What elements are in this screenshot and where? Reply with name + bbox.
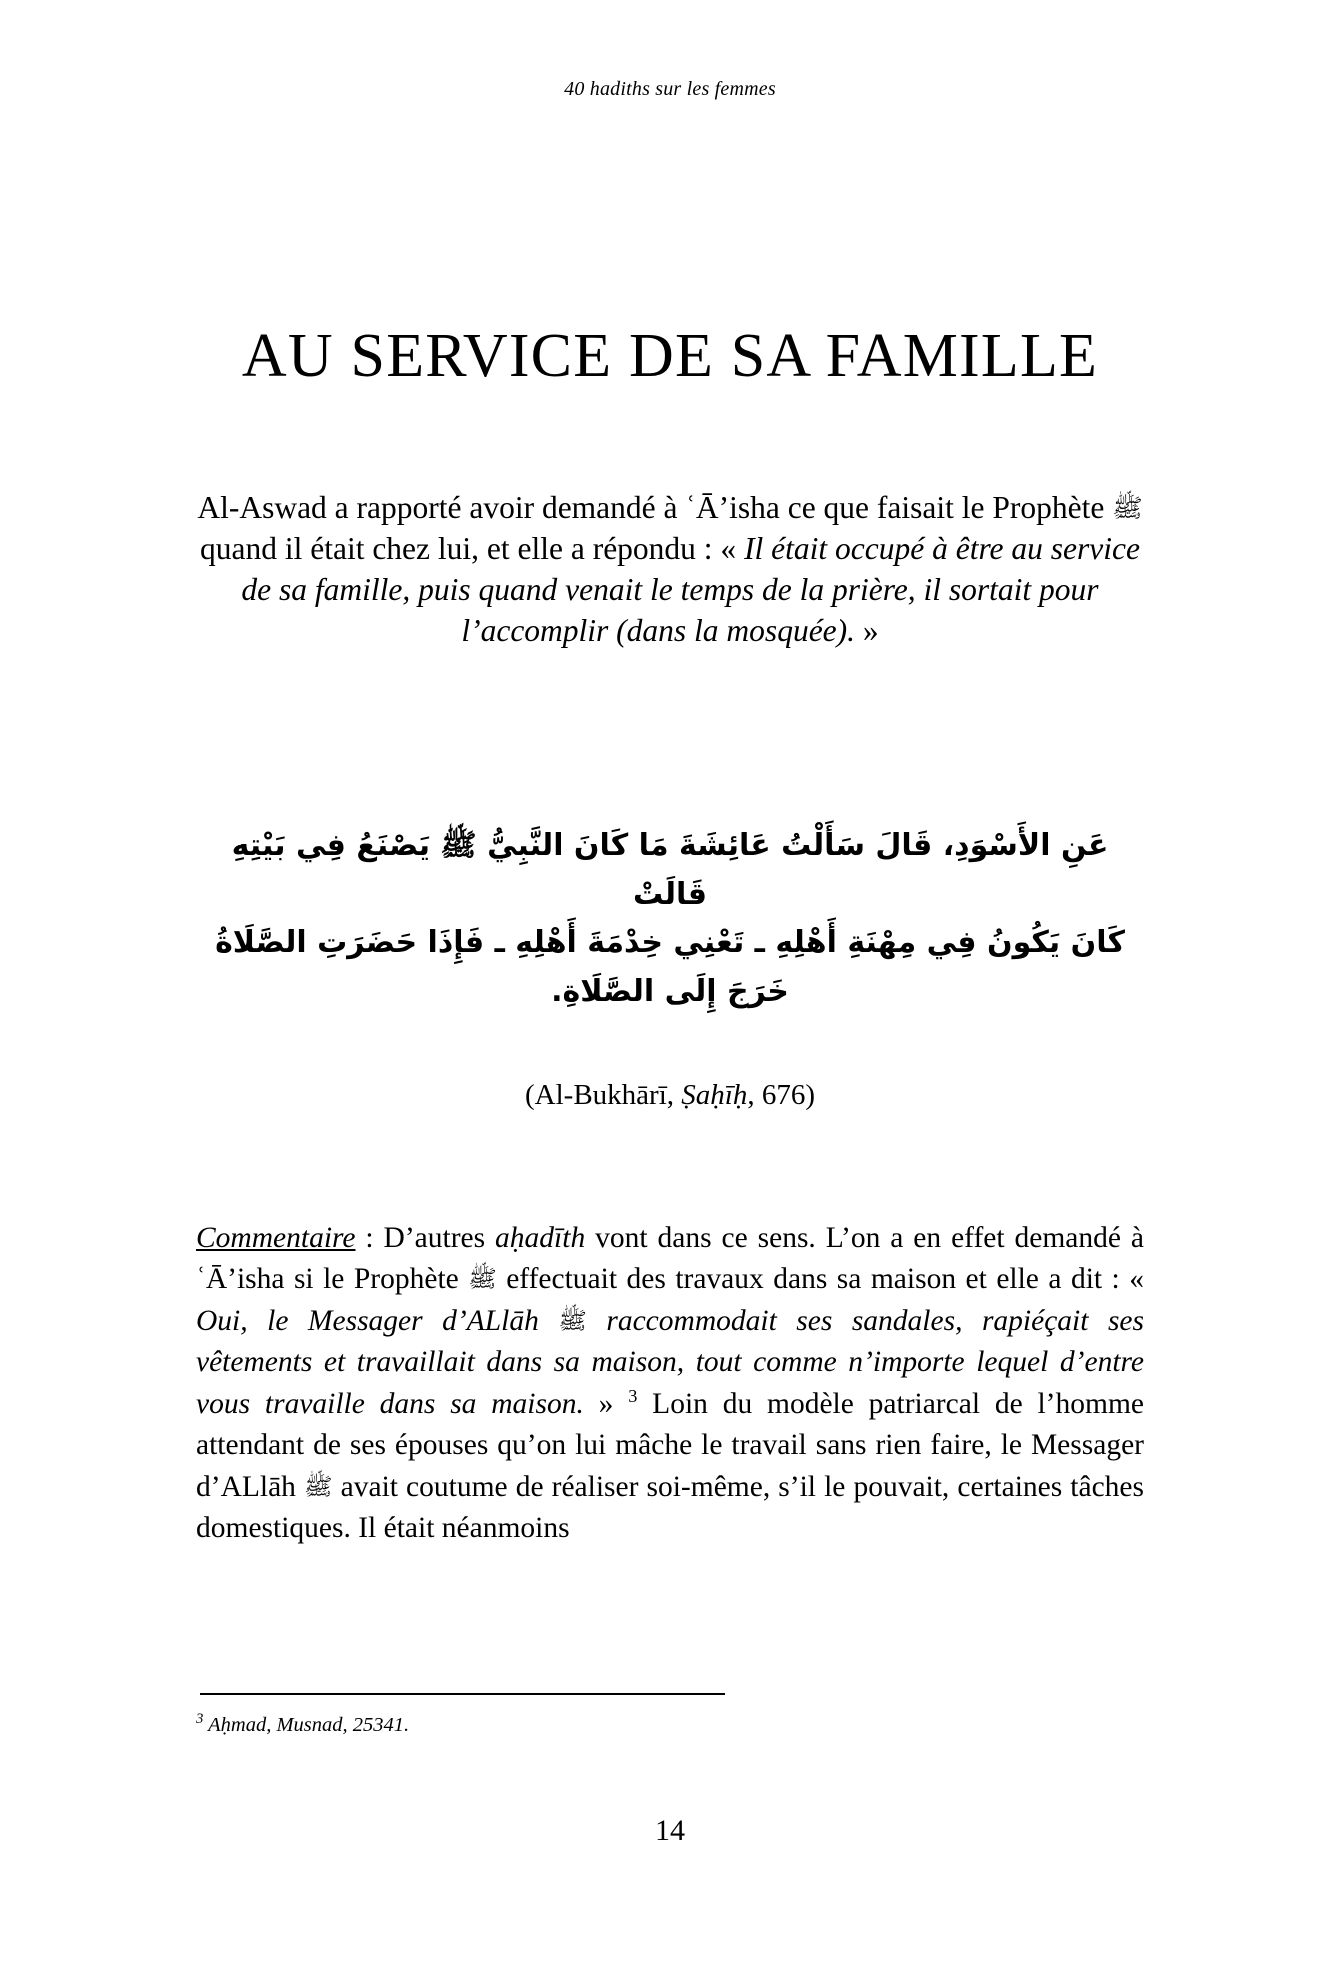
commentary-quote-part2: raccommodait ses sandales, rapiéçait ses vêtements et travaillait dans sa maison, tout comme n’importe lequel d’entre vous travaille dans sa maison. <box>196 1304 1145 1420</box>
salawat-icon: ﷺ <box>468 1265 497 1294</box>
hadith-source-citation <box>196 1079 1144 1112</box>
hadith-quote-text: Il était occupé à être au service de sa famille, puis quand venait le temps de la prière, il sortait pour l’accomplir (dans la mosquée). <box>241 530 1140 648</box>
commentary-seg3: effectuait des travaux dans sa maison et elle a dit : « <box>496 1263 1144 1296</box>
commentary-quote-part1: Oui, le Messager d’ALlāh <box>196 1304 559 1337</box>
commentary-term-ahadith: aḥadīth <box>495 1222 586 1254</box>
hadith-intro-text: Al-Aswad a rapporté avoir demandé à ʿĀ’isha ce que faisait le Prophète <box>197 490 1113 525</box>
commentary-seg4: » <box>583 1387 629 1420</box>
citation-collector: Al-Bukhārī, <box>534 1079 682 1111</box>
commentary-section <box>196 1218 1144 1550</box>
commentary-seg5: Loin du modèle patriarcal de l’homme attendant de ses épouses qu’on lui mâche le travail sans rien faire, le Messager d’ALlāh <box>196 1387 1144 1503</box>
arabic-line-2: كَانَ يَكُونُ فِي مِهْنَةِ أَهْلِهِ ـ تَعْنِي خِدْمَةَ أَهْلِهِ ـ فَإِذَا حَضَرَتِ الصَّلَاةُ <box>215 925 1125 961</box>
arabic-line-3: خَرَجَ إِلَى الصَّلَاةِ. <box>551 973 789 1009</box>
page-title: AU SERVICE DE SA FAMILLE <box>241 321 1099 390</box>
footnote-reference-marker: 3 <box>628 1385 638 1406</box>
salawat-icon: ﷺ <box>304 1472 333 1501</box>
citation-reference: , 676) <box>747 1079 815 1111</box>
commentary-paragraph <box>196 1218 1144 1550</box>
hadith-intro-text-cont: quand il était chez lui, et elle a répondu : « <box>200 530 745 566</box>
commentary-label: Commentaire <box>196 1222 356 1254</box>
footnote-number: 3 <box>196 1711 204 1728</box>
hadith-arabic-text <box>196 822 1144 1016</box>
running-header: 40 hadiths sur les femmes <box>564 78 776 100</box>
hadith-french-translation <box>196 488 1144 652</box>
footnote <box>196 1712 1144 1739</box>
footnote-text: Aḥmad, Musnad, 25341. <box>203 1714 410 1736</box>
citation-open-paren: ( <box>525 1079 535 1111</box>
hadith-quote-close: » <box>855 612 879 648</box>
commentary-seg6: avait coutume de réaliser soi-même, s’il le pouvait, certaines tâches domestiques. Il était néanmoins <box>196 1470 1144 1545</box>
salawat-icon: ﷺ <box>1112 493 1143 523</box>
citation-work-title: Ṣaḥīḥ <box>681 1079 748 1111</box>
page-number: 14 <box>655 1814 685 1847</box>
commentary-seg2: vont dans ce sens. L’on a en effet demandé à ʿĀ’isha si le Prophète <box>196 1222 1144 1296</box>
commentary-seg1: : D’autres <box>355 1222 496 1254</box>
arabic-line-1: عَنِ الأَسْوَدِ، قَالَ سَأَلْتُ عَائِشَةَ مَا كَانَ النَّبِيُّ ﷺ يَصْنَعُ فِي بَيْتِهِ قَالَتْ <box>231 828 1109 912</box>
footnote-separator-rule <box>200 1693 725 1695</box>
salawat-icon: ﷺ <box>558 1306 587 1335</box>
